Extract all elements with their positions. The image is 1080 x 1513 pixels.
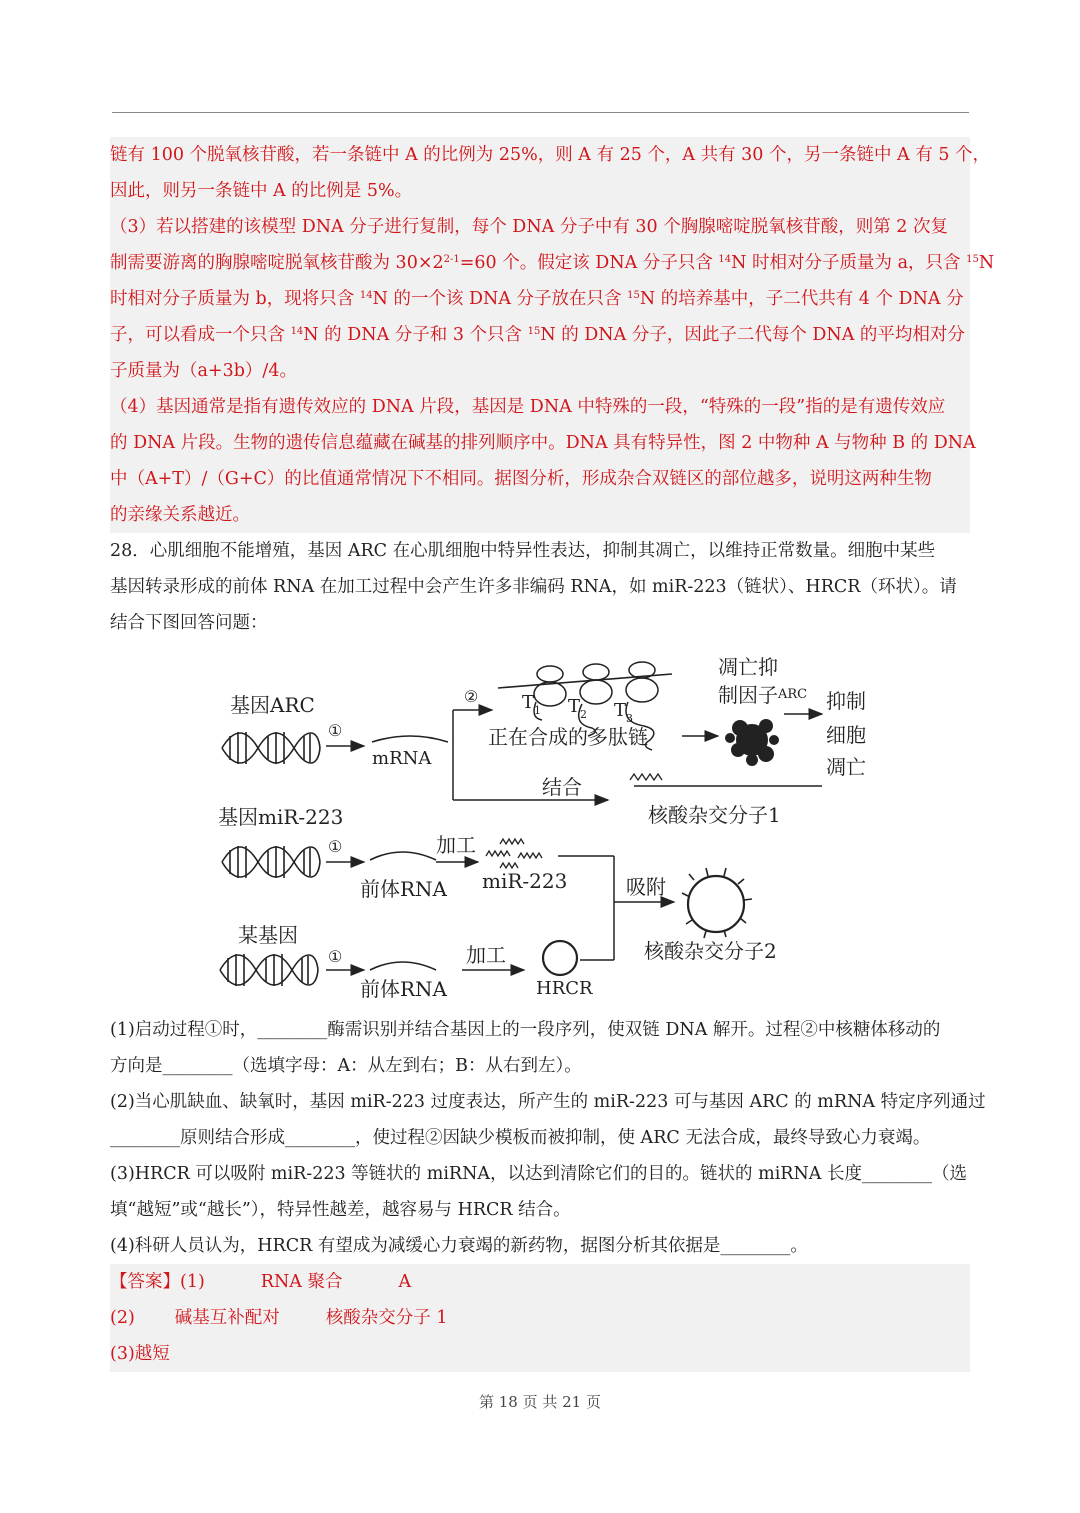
answer-value: 越短 [134,1344,170,1364]
answer-text-line: 链有 100 个脱氧核苷酸，若一条链中 A 的比例为 25%，则 A 有 25 个，A 共有 30 个，另一条链中 A 有 5 个， [110,137,970,173]
mirna-fragment [630,774,662,780]
answer-label: 【答案】 [110,1272,180,1292]
protein-arc-icon [725,719,779,766]
step-1-label: ① [328,837,343,856]
answer-text-line: 因此，则另一条链中 A 的比例是 5%。 [110,173,970,209]
subquestion-3: (3)HRCR 可以吸附 miR-223 等链状的 miRNA，以达到清除它们的目的。链状的 miRNA 长度________（选 [110,1164,967,1184]
answer-text-line: 子质量为（a+3b）/4。 [110,353,970,389]
label-inhibit-1: 抑制 [826,689,866,713]
subquestion-3: 填“越短”或“越长”），特异性越差，越容易与 HRCR 结合。 [110,1200,571,1220]
label-bind: 结合 [542,775,582,799]
dna-helix-icon [220,954,318,986]
subquestion-4: (4)科研人员认为，HRCR 有望成为减缓心力衰竭的新药物，据图分析其依据是________。 [110,1236,808,1256]
label-t1: $T_1$ [522,692,542,717]
label-hybrid-1: 核酸杂交分子1 [648,803,781,827]
page-number: 第 18 页 共 21 页 [478,1393,601,1411]
hrcr-hybrid-ring [688,876,744,932]
question-stem: 结合下图回答问题： [110,613,268,633]
label-t3: $T_3$ [614,700,634,725]
question-stem: 基因转录形成的前体 RNA 在加工过程中会产生许多非编码 RNA，如 miR-223（链状）、HRCR（环状）。请 [110,577,957,597]
step-1-label: ① [328,721,343,740]
answer-text-line: 的 DNA 片段。生物的遗传信息蕴藏在碱基的排列顺序中。DNA 具有特异性，图 2 中物种 A 与物种 B 的 DNA [110,425,970,461]
answer-text-line: 制需要游离的胸腺嘧啶脱氧核苷酸为 $30\times 2^{2-1}=60$ 个。假定该 DNA 分子只含 $^{14}$N 时相对分子质量为 a，只含 $^{15}$N [110,245,970,281]
answer-text-line: （3）若以搭建的该模型 DNA 分子进行复制，每个 DNA 分子中有 30 个胸腺嘧啶脱氧核苷酸，则第 2 次复 [110,209,970,245]
answer-text-line: 子，可以看成一个只含 $^{14}$N 的 DNA 分子和 3 个只含 $^{15}$N 的 DNA 分子，因此子二代每个 DNA 的平均相对分 [110,317,970,353]
answer-value: 核酸杂交分子 1 [325,1308,448,1328]
question-stem: 28．心肌细胞不能增殖，基因 ARC 在心肌细胞中特异性表达，抑制其凋亡，以维持正常数量。细胞中某些 [110,541,936,561]
gene-expression-diagram [200,648,866,1008]
label-precursor-rna: 前体RNA [360,877,448,901]
hrcr-ring [543,941,577,975]
answer-text-line: 时相对分子质量为 b，现将只含 $^{14}$N 的一个该 DNA 分子放在只含 $^{15}$N 的培养基中，子二代共有 4 个 DNA 分 [110,281,970,317]
label-mir223: miR-223 [482,869,568,893]
label-process: 加工 [436,833,476,857]
answer-value: A [398,1272,412,1292]
label-inhibit-3: 凋亡 [826,755,866,779]
label-gene-arc: 基因ARC [230,693,315,717]
label-some-gene: 某基因 [238,923,298,947]
label-peptide: 正在合成的多肽链 [488,725,648,749]
answer-value: RNA 聚合 [260,1272,343,1292]
precursor-rna-strand [370,962,436,970]
answer-line-1: 【答案】(1) RNA 聚合 A [110,1264,970,1300]
answer-line-2: (2) 碱基互补配对 核酸杂交分子 1 [110,1300,970,1336]
precursor-rna-strand [370,852,436,860]
label-inhibitor-2: 制因子$^{ARC}$ [718,683,808,707]
label-process: 加工 [466,943,506,967]
label-precursor-rna: 前体RNA [360,977,448,1001]
answer-text-line: （4）基因通常是指有遗传效应的 DNA 片段，基因是 DNA 中特殊的一段，“特殊的一段”指的是有遗传效应 [110,389,970,425]
header-rule [112,112,969,113]
answer-text-line: 的亲缘关系越近。 [110,497,970,533]
label-t2: $T_2$ [568,696,588,721]
label-inhibit-2: 细胞 [826,723,866,747]
subquestion-1: (1)启动过程①时，________酶需识别并结合基因上的一段序列，使双链 DNA 解开。过程②中核糖体移动的 [110,1020,941,1040]
label-inhibitor-1: 凋亡抑 [718,655,778,679]
mirna-binding-ticks [682,868,752,938]
mir223-fragments-icon [486,839,542,868]
step-2-label: ② [464,687,479,706]
subquestion-1: 方向是________（选填字母：A：从左到右；B：从右到左）。 [110,1056,582,1076]
answer-text-line: 中（A+T）/（G+C）的比值通常情况下不相同。据图分析，形成杂合双链区的部位越多，说明这两种生物 [110,461,970,497]
answer-value: 碱基互补配对 [174,1308,280,1328]
label-gene-mir223: 基因miR-223 [218,805,344,829]
subquestion-2: ________原则结合形成________，使过程②因缺少模板而被抑制，使 ARC 无法合成，最终导致心力衰竭。 [110,1128,931,1148]
answer-line-3: (3)越短 [110,1336,970,1372]
label-adsorb: 吸附 [626,875,666,899]
label-hrcr: HRCR [536,978,593,999]
dna-helix-icon [222,846,320,878]
label-mrna: mRNA [372,748,432,769]
subquestion-2: (2)当心肌缺血、缺氧时，基因 miR-223 过度表达，所产生的 miR-223 可与基因 ARC 的 mRNA 特定序列通过 [110,1092,986,1112]
label-hybrid-2: 核酸杂交分子2 [644,939,777,963]
dna-helix-icon [222,732,320,764]
mrna-strand [372,736,448,742]
step-1-label: ① [328,947,343,966]
